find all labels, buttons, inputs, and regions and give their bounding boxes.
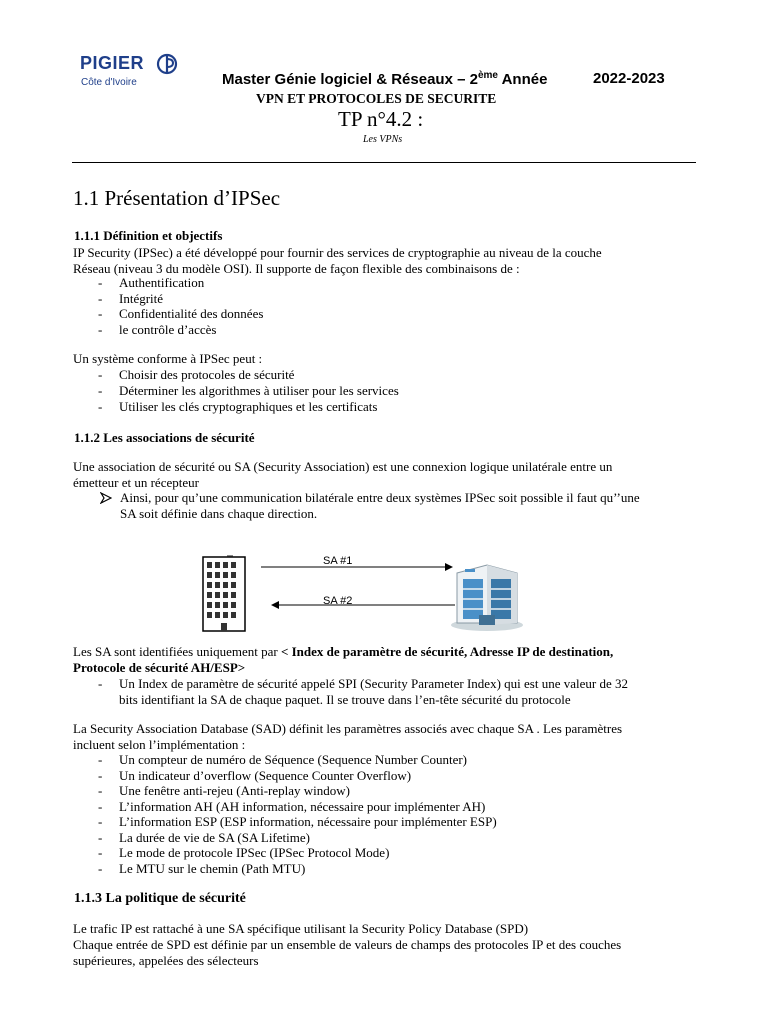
list-dash: - <box>98 383 103 398</box>
section-title: 1.1 Présentation d’IPSec <box>73 186 281 210</box>
sa-diagram <box>195 545 535 633</box>
list-dash: - <box>98 275 103 290</box>
list-item-continuation: bits identifiant la SA de chaque paquet. Il se trouve dans l’en-tête sécurité du protocole <box>119 692 571 707</box>
building-left-icon <box>203 555 245 631</box>
list-item: L’information AH (AH information, nécessaire pour implémenter AH) <box>119 799 486 814</box>
list-item: Déterminer les algorithmes à utiliser pour les services <box>119 383 399 398</box>
list-item: Confidentialité des données <box>119 306 264 321</box>
arrow-bullet-icon <box>100 492 112 504</box>
paragraph-line: IP Security (IPSec) a été développé pour fournir des services de cryptographie au niveau de la couche <box>73 245 602 260</box>
subsection-heading-policy: 1.1.3 La politique de sécurité <box>74 891 246 906</box>
program-title: Master Génie logiciel & Réseaux – 2ème Année <box>222 70 548 88</box>
tp-title: TP n°4.2 : <box>338 107 424 131</box>
paragraph-line: émetteur et un récepteur <box>73 475 199 490</box>
paragraph-line: Les SA sont identifiées uniquement par < Index de paramètre de sécurité, Adresse IP de destination, <box>73 644 614 659</box>
list-item: Un indicateur d’overflow (Sequence Counter Overflow) <box>119 768 412 783</box>
logo-wordmark: PIGIER <box>80 53 145 73</box>
academic-year: 2022-2023 <box>593 70 665 87</box>
list-item: Intégrité <box>119 291 164 306</box>
list-item: Authentification <box>119 275 205 290</box>
paragraph-line: Réseau (niveau 3 du modèle OSI). Il supporte de façon flexible des combinaisons de : <box>73 261 520 276</box>
list-item: La durée de vie de SA (SA Lifetime) <box>119 830 310 845</box>
list-dash: - <box>98 367 103 382</box>
paragraph-line: SA soit définie dans chaque direction. <box>120 506 318 521</box>
paragraph-line: Chaque entrée de SPD est définie par un ensemble de valeurs de champs des protocoles IP et des couches <box>73 937 622 952</box>
list-dash: - <box>98 306 103 321</box>
list-dash: - <box>98 291 103 306</box>
list-item: Utiliser les clés cryptographiques et les certificats <box>119 399 378 414</box>
paragraph-line-bold: Protocole de sécurité AH/ESP> <box>73 660 246 675</box>
sa2-label: SA #2 <box>323 595 353 607</box>
list-item: Le MTU sur le chemin (Path MTU) <box>119 861 306 876</box>
paragraph-line: incluent selon l’implémentation : <box>73 737 246 752</box>
course-title: VPN ET PROTOCOLES DE SECURITE <box>256 91 497 106</box>
list-dash: - <box>98 752 103 767</box>
pigier-logo <box>80 53 190 91</box>
header-divider <box>72 162 696 163</box>
sa1-label: SA #1 <box>323 555 353 567</box>
logo-subtitle: Côte d'Ivoire <box>81 77 137 88</box>
list-item: Le mode de protocole IPSec (IPSec Protocol Mode) <box>119 845 390 860</box>
list-dash: - <box>98 861 103 876</box>
list-dash: - <box>98 845 103 860</box>
paragraph-line: supérieures, appelées des sélecteurs <box>73 953 259 968</box>
list-dash: - <box>98 799 103 814</box>
list-dash: - <box>98 830 103 845</box>
list-dash: - <box>98 322 103 337</box>
list-dash: - <box>98 814 103 829</box>
pigier-emblem-icon <box>154 53 180 75</box>
list-item: Choisir des protocoles de sécurité <box>119 367 295 382</box>
sa-diagram-canvas <box>195 545 535 633</box>
paragraph-line: Un système conforme à IPSec peut : <box>73 351 263 366</box>
list-item: L’information ESP (ESP information, nécessaire pour implémenter ESP) <box>119 814 497 829</box>
building-right-icon <box>451 565 523 631</box>
list-dash: - <box>98 399 103 414</box>
list-dash: - <box>98 768 103 783</box>
paragraph-line: Une association de sécurité ou SA (Security Association) est une connexion logique unilatérale entre un <box>73 459 613 474</box>
list-dash: - <box>98 676 103 691</box>
list-item: Un Index de paramètre de sécurité appelé SPI (Security Parameter Index) qui est une valeur de 32 <box>119 676 628 691</box>
list-item: le contrôle d’accès <box>119 322 217 337</box>
subsection-heading-associations: 1.1.2 Les associations de sécurité <box>74 430 255 445</box>
paragraph-line: Ainsi, pour qu’une communication bilatérale entre deux systèmes IPSec soit possible il faut qu’’une <box>120 490 640 505</box>
tp-subtitle: Les VPNs <box>363 134 403 145</box>
list-item: Un compteur de numéro de Séquence (Sequence Number Counter) <box>119 752 467 767</box>
subsection-heading-definition: 1.1.1 Définition et objectifs <box>74 228 223 243</box>
paragraph-line: Le trafic IP est rattaché à une SA spécifique utilisant la Security Policy Database (SPD) <box>73 921 529 936</box>
paragraph-line: La Security Association Database (SAD) définit les paramètres associés avec chaque SA . Les paramètres <box>73 721 623 736</box>
list-item: Une fenêtre anti-rejeu (Anti-replay window) <box>119 783 351 798</box>
list-dash: - <box>98 783 103 798</box>
